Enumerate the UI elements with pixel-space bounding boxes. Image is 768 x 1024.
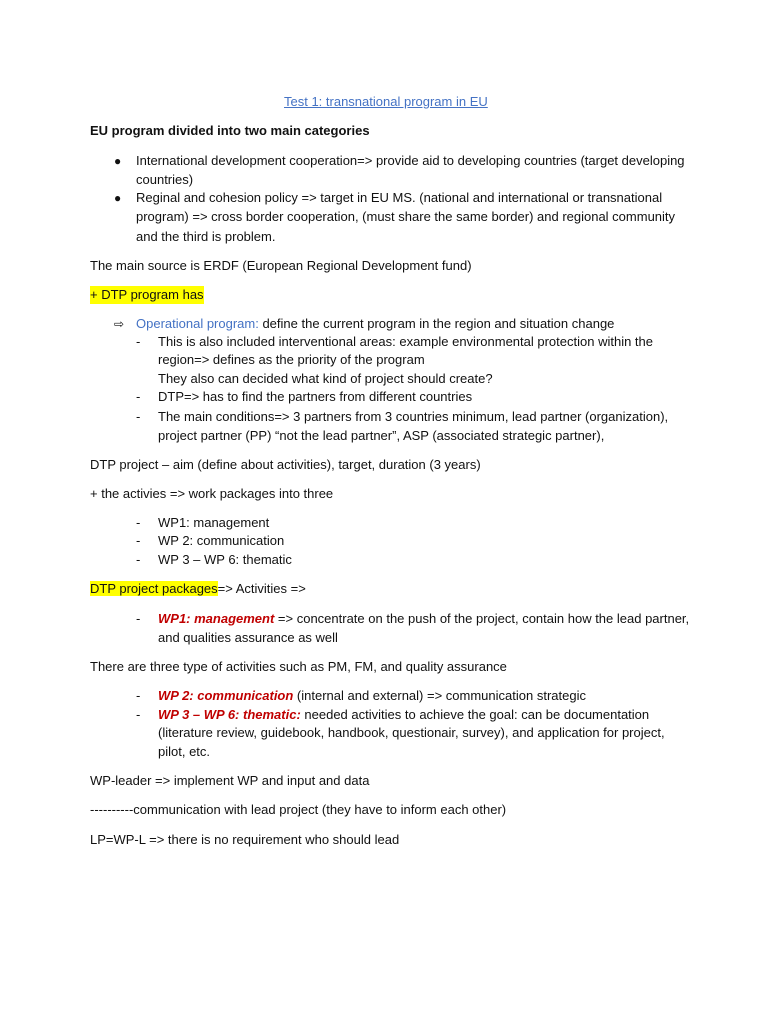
wp1-line-1 [158, 610, 689, 628]
wp-list-item-2: WP 2: communication [158, 533, 285, 548]
bullet-marker: ● [114, 191, 122, 205]
dash-marker: - [136, 552, 141, 567]
wp-leader-text: WP-leader => implement WP and input and data [90, 773, 370, 788]
wp-list-item-3: WP 3 – WP 6: thematic [158, 552, 292, 567]
bullet-2-line-1: Reginal and cohesion policy => target in EU MS. (national and international or transnational [136, 190, 663, 205]
bullet-1-line-2: countries) [136, 172, 194, 187]
three-types-text: There are three type of activities such as PM, FM, and quality assurance [90, 659, 507, 674]
project-packages-text: => Activities => [217, 581, 306, 596]
bullet-1-line-1: International development cooperation=> provide aid to developing countries (target developing [136, 153, 685, 168]
wp3-line-3: pilot, etc. [158, 744, 211, 759]
operational-program-text: define the current program in the region and situation change [258, 316, 615, 331]
arrow-icon: ⇨ [114, 317, 125, 331]
dtp-program-highlight: + DTP program has [90, 287, 204, 302]
wp3-text: needed activities to achieve the goal: can be documentation [300, 707, 650, 722]
operational-program-label: Operational program: [136, 316, 259, 331]
op-item-1-line-3: They also can decided what kind of project should create? [158, 371, 493, 386]
dtp-project-text: DTP project – aim (define about activities), target, duration (3 years) [90, 457, 481, 472]
wp3-line-2: (literature review, guidebook, handbook, questionair, survey), and application for project, [158, 725, 665, 740]
wp2-text: (internal and external) => communication strategic [293, 688, 586, 703]
wp1-label: WP1: management [158, 611, 275, 626]
dash-marker: - [136, 409, 141, 424]
main-source-text: The main source is ERDF (European Regional Development fund) [90, 258, 472, 273]
wp1-text: => concentrate on the push of the project, contain how the lead partner, [274, 611, 690, 626]
bullet-2-line-3: and the third is problem. [136, 229, 276, 244]
wp2-label: WP 2: communication [158, 688, 294, 703]
wp3-label: WP 3 – WP 6: thematic: [158, 707, 301, 722]
document-title: Test 1: transnational program in EU [284, 94, 488, 109]
bullet-marker: ● [114, 154, 122, 168]
operational-program-line [136, 315, 614, 333]
communication-text: ----------communication with lead project (they have to inform each other) [90, 802, 507, 817]
wp-list-item-1: WP1: management [158, 515, 270, 530]
dash-marker: - [136, 334, 141, 349]
dash-marker: - [136, 389, 141, 404]
dash-marker: - [136, 707, 141, 722]
op-item-2-line-1: DTP=> has to find the partners from different countries [158, 389, 473, 404]
activities-text: + the activies => work packages into three [90, 486, 334, 501]
op-item-3-line-1: The main conditions=> 3 partners from 3 countries minimum, lead partner (organization), [158, 409, 669, 424]
op-item-3-line-2: project partner (PP) “not the lead partner”, ASP (associated strategic partner), [158, 428, 605, 443]
wp3-line-1 [158, 706, 649, 724]
dash-marker: - [136, 611, 141, 626]
op-item-1-line-1: This is also included interventional areas: example environmental protection within the [158, 334, 653, 349]
dash-marker: - [136, 515, 141, 530]
dash-marker: - [136, 533, 141, 548]
project-packages-line [90, 580, 306, 598]
bullet-2-line-2: program) => cross border cooperation, (must share the same border) and regional community [136, 209, 676, 224]
lp-text: LP=WP-L => there is no requirement who should lead [90, 832, 400, 847]
op-item-1-line-2: region=> defines as the priority of the program [158, 352, 425, 367]
section-heading: EU program divided into two main categories [90, 123, 370, 138]
dash-marker: - [136, 688, 141, 703]
wp2-line [158, 687, 586, 705]
project-packages-highlight: DTP project packages [90, 581, 218, 596]
wp1-line-2: and qualities assurance as well [158, 630, 338, 645]
